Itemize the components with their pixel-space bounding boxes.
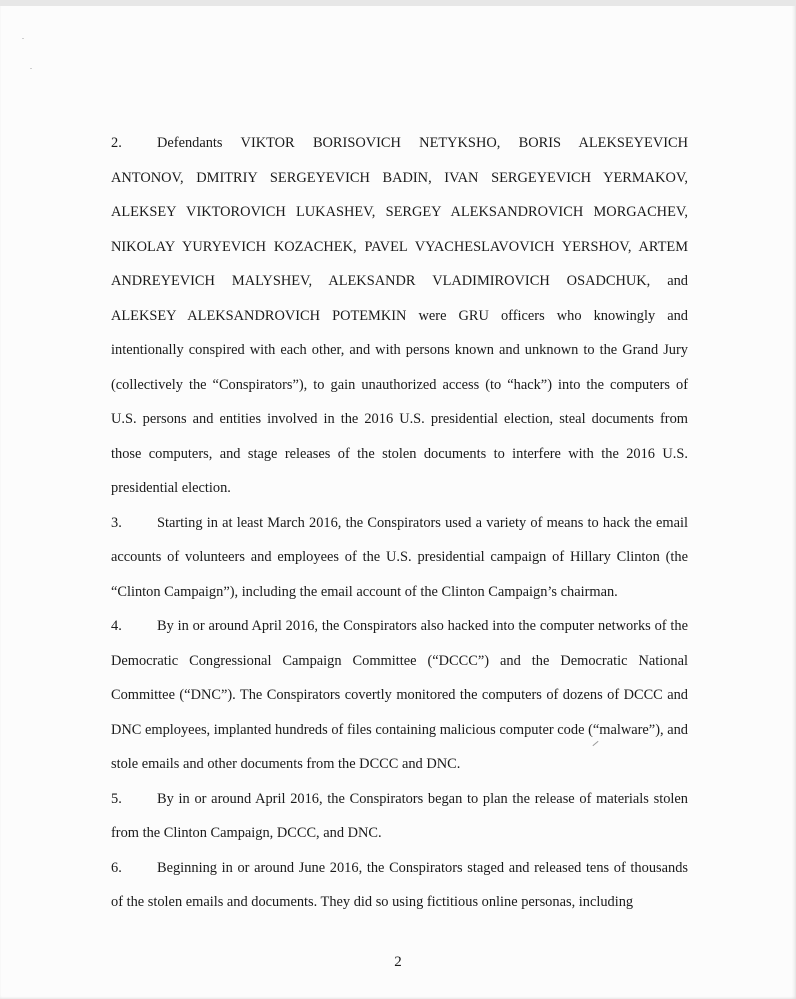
paragraph-text: Defendants VIKTOR BORISOVICH NETYKSHO, BORIS ALEKSEYEVICH ANTONOV, DMITRIY SERGEYEVICH BADIN, IVAN SERGEYEVICH YERMAKOV, ALEKSEY VIKTOROVICH LUKASHEV, SERGEY ALEKSANDROVICH MORGACHEV, NIKOLAY YURYEVICH KOZACHEK, PAVEL VYACHESLAVOVICH YERSHOV, ARTEM ANDREYEVICH MALYSHEV, ALEKSANDR VLADIMIROVICH OSADCHUK, and ALEKSEY ALEKSANDROVICH POTEMKIN were GRU officers who knowingly and intentionally conspired with each other, and with persons known and unknown to the Grand Jury (collectively the “Conspirators”), to gain unauthorized access (to “hack”) into the computers of U.S. persons and entities involved in the 2016 U.S. presidential election, steal documents from those computers, and stage releases of the stolen documents to interfere with the 2016 U.S. presidential election.: [111, 135, 688, 496]
paragraph-number: 6.: [111, 859, 122, 876]
paragraph-6: [111, 851, 688, 920]
paragraph-number: 5.: [111, 790, 122, 807]
document-body: [111, 126, 688, 920]
paragraph-number: 4.: [111, 618, 122, 634]
paragraph-text: Starting in at least March 2016, the Conspirators used a variety of means to hack the email accounts of volunteers and employees of the U.S. presidential campaign of Hillary Clinton (the “Clinton Campaign”), including the email account of the Clinton Campaign’s chairman.: [111, 514, 688, 600]
paragraph-5: [111, 782, 688, 851]
paragraph-number: 2.: [111, 135, 122, 151]
paragraph-number: 3.: [111, 514, 122, 531]
paragraph-text: By in or around April 2016, the Conspirators began to plan the release of materials stolen from the Clinton Campaign, DCCC, and DNC.: [111, 790, 688, 841]
paragraph-2: [111, 126, 688, 506]
paragraph-text: Beginning in or around June 2016, the Conspirators staged and released tens of thousands of the stolen emails and documents. They did so using fictitious online personas, including: [111, 859, 688, 910]
paragraph-3: [111, 506, 688, 610]
paragraph-4: [111, 609, 688, 782]
scan-top-edge: [0, 0, 796, 6]
paragraph-text: By in or around April 2016, the Conspirators also hacked into the computer networks of the Democratic Congressional Campaign Committee (“DCCC”) and the Democratic National Committee (“DNC”). The Conspirators covertly monitored the computers of dozens of DCCC and DNC employees, implanted hundreds of files containing malicious computer code (“malware”), and stole emails and other documents from the DCCC and DNC.: [111, 618, 688, 772]
scan-speck: [30, 68, 32, 69]
page-number: 2: [394, 954, 402, 970]
scan-speck: [22, 38, 24, 39]
